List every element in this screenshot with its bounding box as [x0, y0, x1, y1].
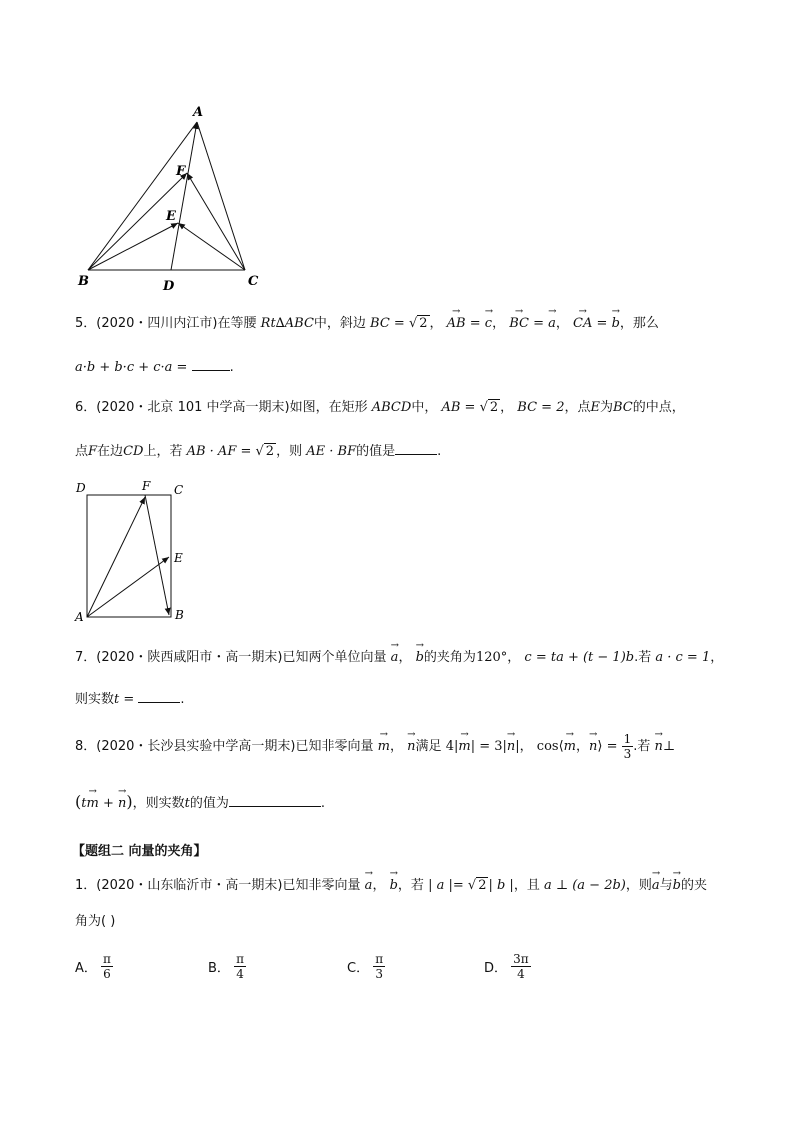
- label-d: D: [163, 279, 175, 294]
- option-a[interactable]: A． $\frac{\pi}{6}$: [75, 952, 111, 981]
- section-heading: 【题组二 向量的夹角】: [72, 844, 207, 859]
- fraction-one-third: $\frac{1}{3}$: [623, 732, 632, 761]
- figure-rectangle-abcd: [70, 478, 200, 628]
- question-5-line2: a·b + b·c + c·a = .: [75, 356, 234, 378]
- question-number: 7．: [75, 650, 97, 665]
- label-a: A: [75, 610, 84, 624]
- label-b: B: [78, 274, 89, 289]
- label-b: B: [175, 608, 184, 622]
- question-source: (2020・四川内江市): [96, 316, 218, 331]
- answer-blank[interactable]: [192, 356, 230, 371]
- question-number: 1．: [75, 878, 97, 893]
- label-f: F: [176, 164, 186, 179]
- sqrt-2: √ 2: [408, 316, 428, 331]
- label-e: E: [166, 209, 176, 224]
- question-number: 5．: [75, 316, 97, 331]
- question-source: (2020・山东临沂市・高一期末): [96, 878, 283, 893]
- label-d: D: [76, 481, 86, 495]
- answer-blank[interactable]: [138, 688, 180, 703]
- question-5-line1: 5．(2020・四川内江市)在等腰 Rt∆ABC中，斜边 BC = √ 2 ， → AB = → c， → BC = → a， → CA = → b，那么: [75, 314, 659, 334]
- label-f: F: [142, 479, 151, 493]
- answer-blank[interactable]: [395, 440, 437, 455]
- question-6-line2: 点F在边CD上，若 AB · AF = √ 2 ，则 AE · BF的值是 .: [75, 440, 441, 462]
- question-6-line1: 6．(2020・北京 101 中学高一期末)如图，在矩形 ABCD中， AB = √ 2 ， BC = 2，点E为BC的中点，: [75, 400, 685, 415]
- figure-triangle-abc: [70, 100, 270, 295]
- question-8-line2: (t→ m + → n)，则实数t的值为 .: [75, 792, 325, 814]
- group2-question-1-line2: 角为( ): [75, 914, 116, 929]
- label-c: C: [248, 274, 259, 289]
- option-c[interactable]: C． $\frac{\pi}{3}$: [347, 952, 384, 981]
- question-source: (2020・长沙县实验中学高一期末): [96, 739, 296, 754]
- group2-question-1-line1: 1．(2020・山东临沂市・高一期末)已知非零向量 → a， → b，若 | a |= √ 2 | b |，且 a ⊥ (a − 2b)，则→ a与→ b的夹: [75, 876, 707, 896]
- answer-blank[interactable]: [229, 792, 321, 807]
- option-d[interactable]: D． $\frac{3\pi}{4}$: [484, 952, 529, 981]
- question-number: 8．: [75, 739, 97, 754]
- option-b[interactable]: B． $\frac{\pi}{4}$: [208, 952, 244, 981]
- question-7-line2: 则实数t = .: [75, 688, 185, 710]
- label-e: E: [174, 551, 183, 565]
- question-8-line1: 8．(2020・长沙县实验中学高一期末)已知非零向量 → m， → n满足 4|→ m| = 3|→ n|， cos⟨→ m，→ n⟩ = $\frac{1}{3}$ .若 → n⊥: [75, 732, 675, 761]
- question-source: (2020・陕西咸阳市・高一期末): [96, 650, 283, 665]
- label-a: A: [193, 105, 204, 120]
- question-7-line1: 7．(2020・陕西咸阳市・高一期末)已知两个单位向量 → a， → b的夹角为120°， c = ta + (t − 1)b.若 a · c = 1，: [75, 648, 723, 668]
- question-number: 6．: [75, 400, 97, 415]
- question-source: (2020・北京 101 中学高一期末): [96, 400, 290, 415]
- label-c: C: [174, 483, 184, 497]
